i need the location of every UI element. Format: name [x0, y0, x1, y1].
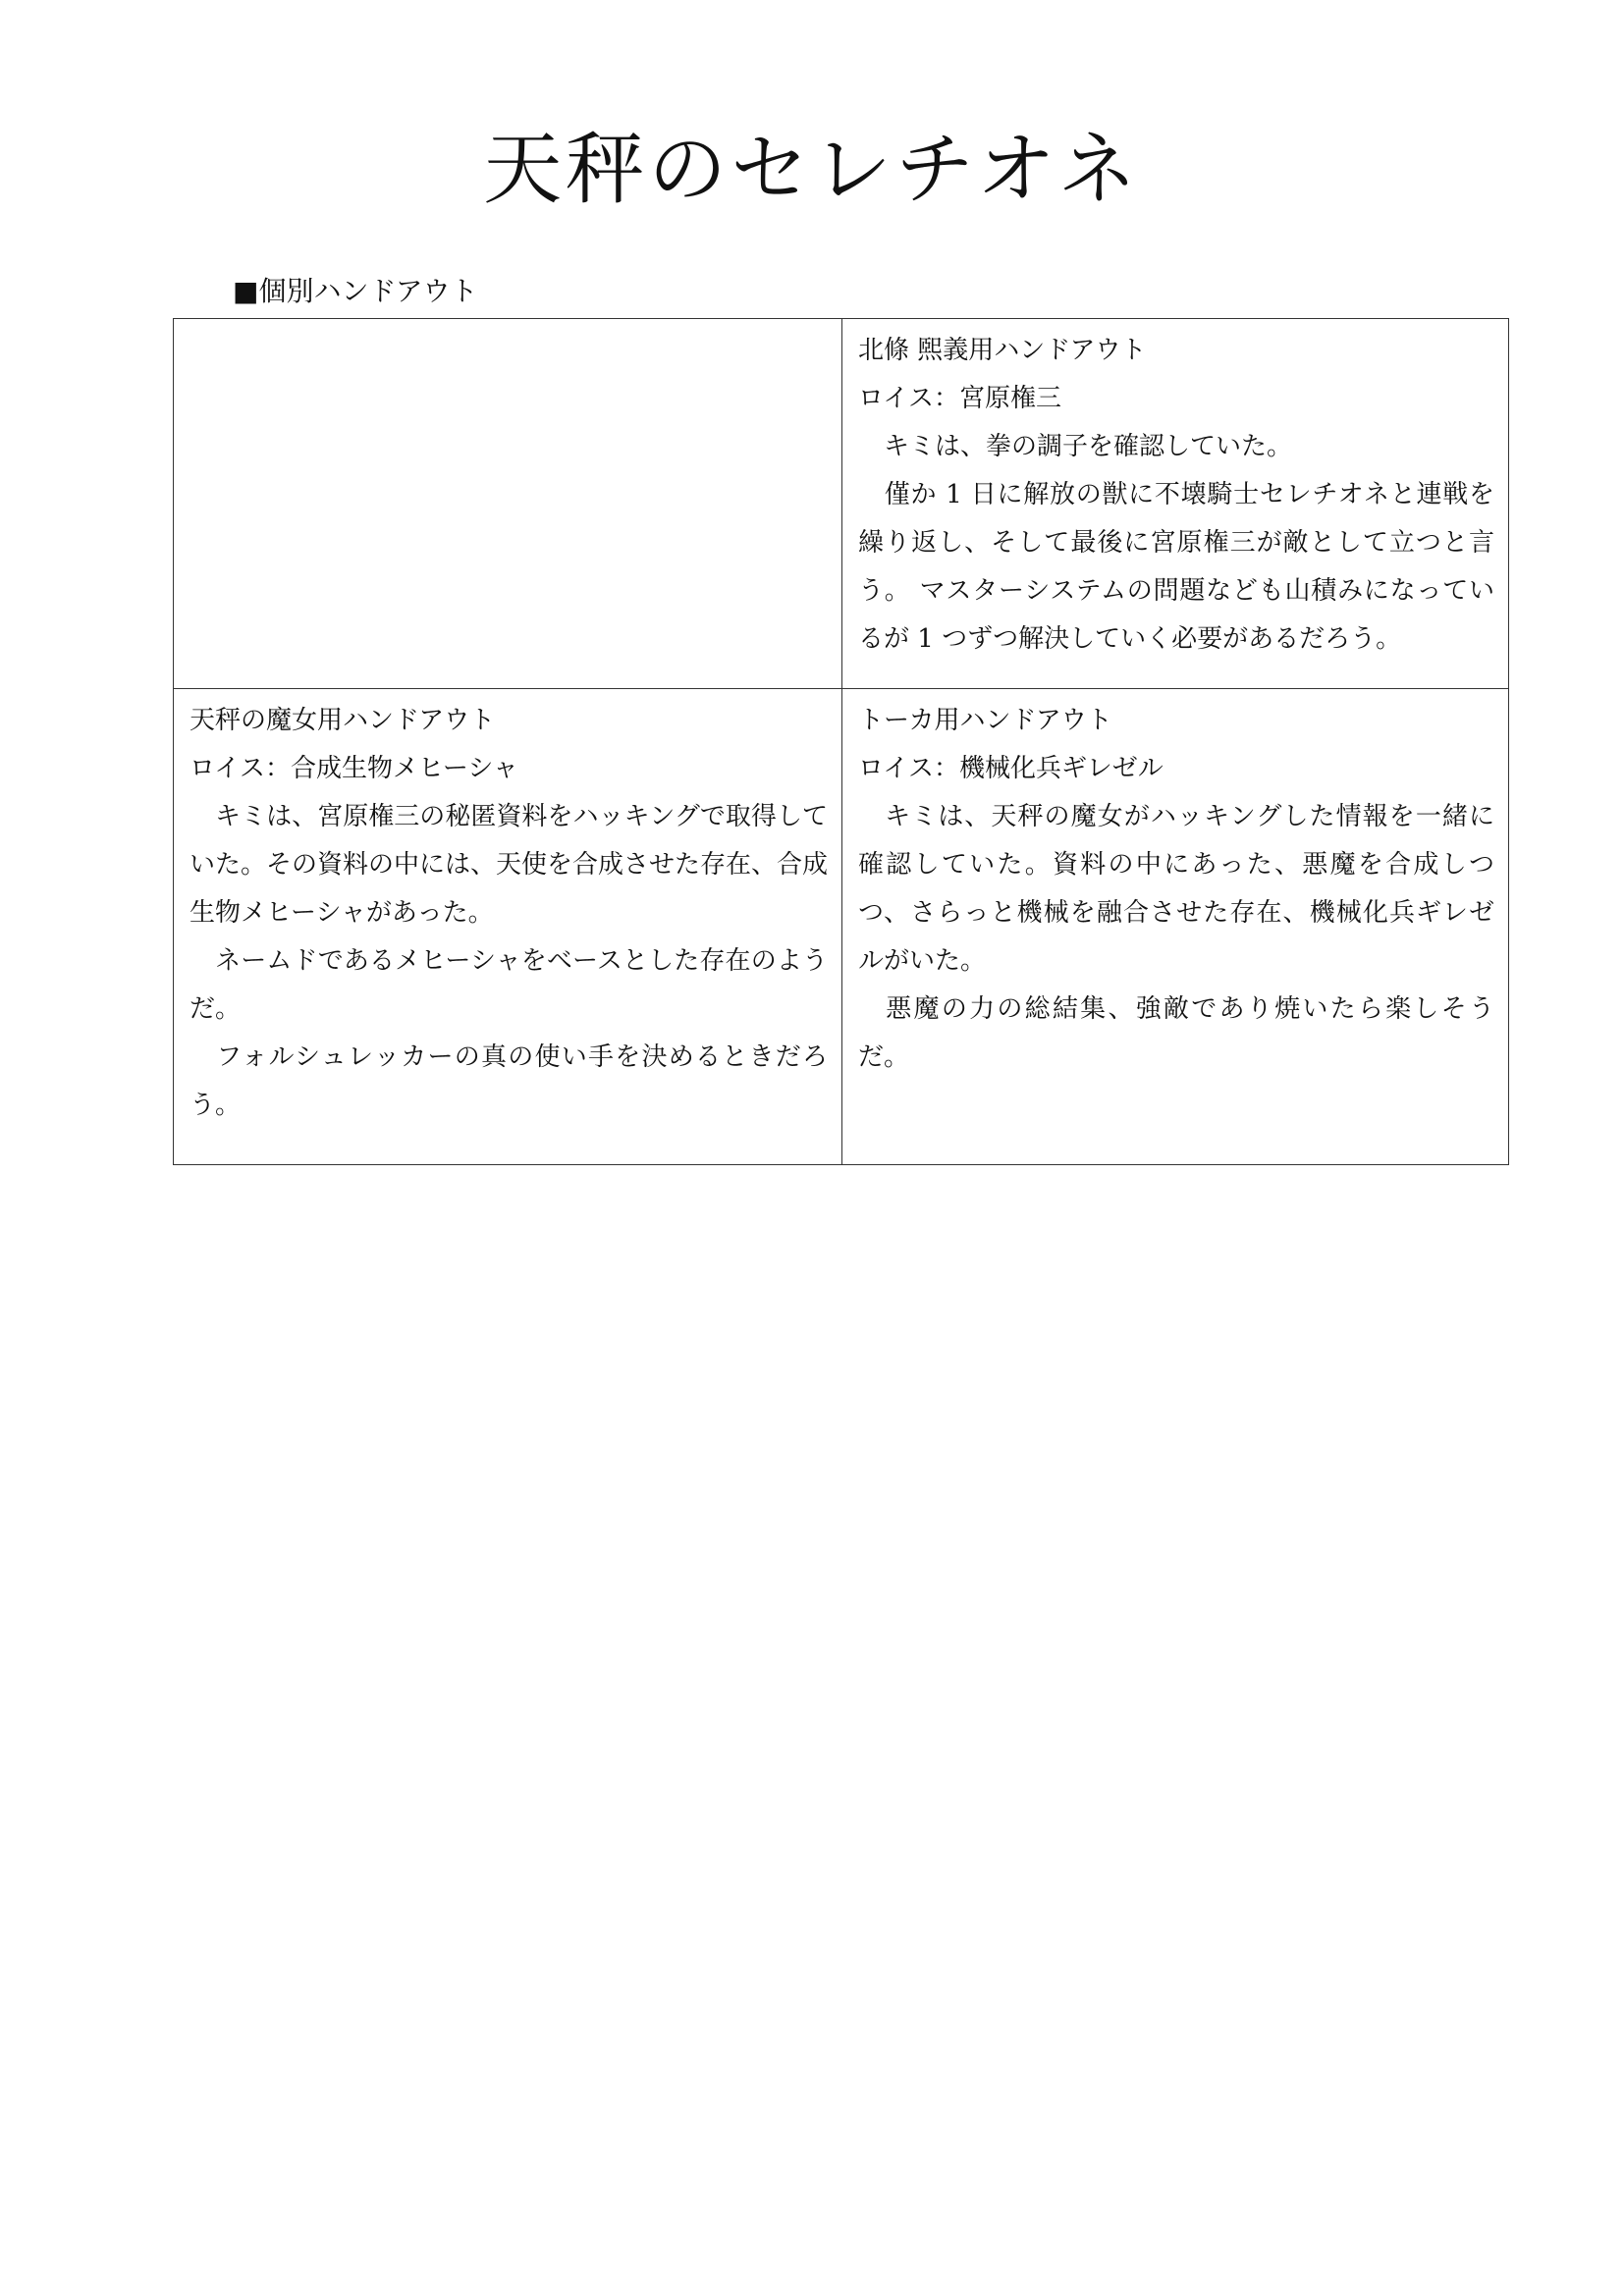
paragraph-text: フォルシュレッカーの真の使い手を決めるときだろう。 [189, 1042, 828, 1120]
document-title: 天秤のセレチオネ [483, 124, 1141, 215]
paragraph-text: キミは、天秤の魔女がハッキングした情報を一緒に確認していた。資料の中にあった、悪魔を合成しつつ、さらっと機械を融合させた存在、機械化兵ギレゼルがいた。 [858, 802, 1494, 976]
handout-heading: 天秤の魔女用ハンドアウト [189, 706, 496, 735]
handout-row [174, 319, 1509, 689]
handout-paragraph: キミは、拳の調子を確認していた。 [858, 432, 1293, 461]
handout-lois: ロイス：宮原権三 [858, 384, 1061, 413]
handout-lois: ロイス：合成生物メヒーシャ [189, 754, 518, 783]
handout-cell-hojo [842, 319, 1509, 689]
paragraph-text: 悪魔の力の総結集、強敵であり焼いたら楽しそうだ。 [858, 994, 1494, 1072]
handout-cell-toka [842, 689, 1509, 1165]
handout-lois: ロイス：機械化兵ギレゼル [858, 754, 1164, 783]
paragraph-text: ネームドであるメヒーシャをベースとした存在のようだ。 [189, 946, 828, 1024]
handout-paragraph [189, 937, 828, 1034]
handout-heading: 北條 煕義用ハンドアウト [858, 336, 1147, 365]
handout-cell-empty [174, 319, 842, 689]
handout-cell-witch [174, 689, 842, 1165]
handout-paragraph [189, 793, 828, 937]
handout-paragraph [189, 1034, 828, 1130]
handout-paragraph: 僅か 1 日に解放の獣に不壊騎士セレチオネと連戦を繰り返し、そして最後に宮原権三が敵として立つと言う。 マスターシステムの問題なども山積みになっているが 1 つずつ解決していく必要があるだろう。 [858, 480, 1494, 654]
handout-row [174, 689, 1509, 1165]
paragraph-text: キミは、宮原権三の秘匿資料をハッキングで取得していた。その資料の中には、天使を合成させた存在、合成生物メヒーシャがあった。 [189, 802, 829, 928]
section-label: ■個別ハンドアウト [233, 275, 478, 307]
handout-paragraph [858, 793, 1494, 986]
handout-paragraph [858, 986, 1494, 1082]
handout-heading: トーカ用ハンドアウト [858, 706, 1112, 735]
handout-table [173, 318, 1509, 1165]
